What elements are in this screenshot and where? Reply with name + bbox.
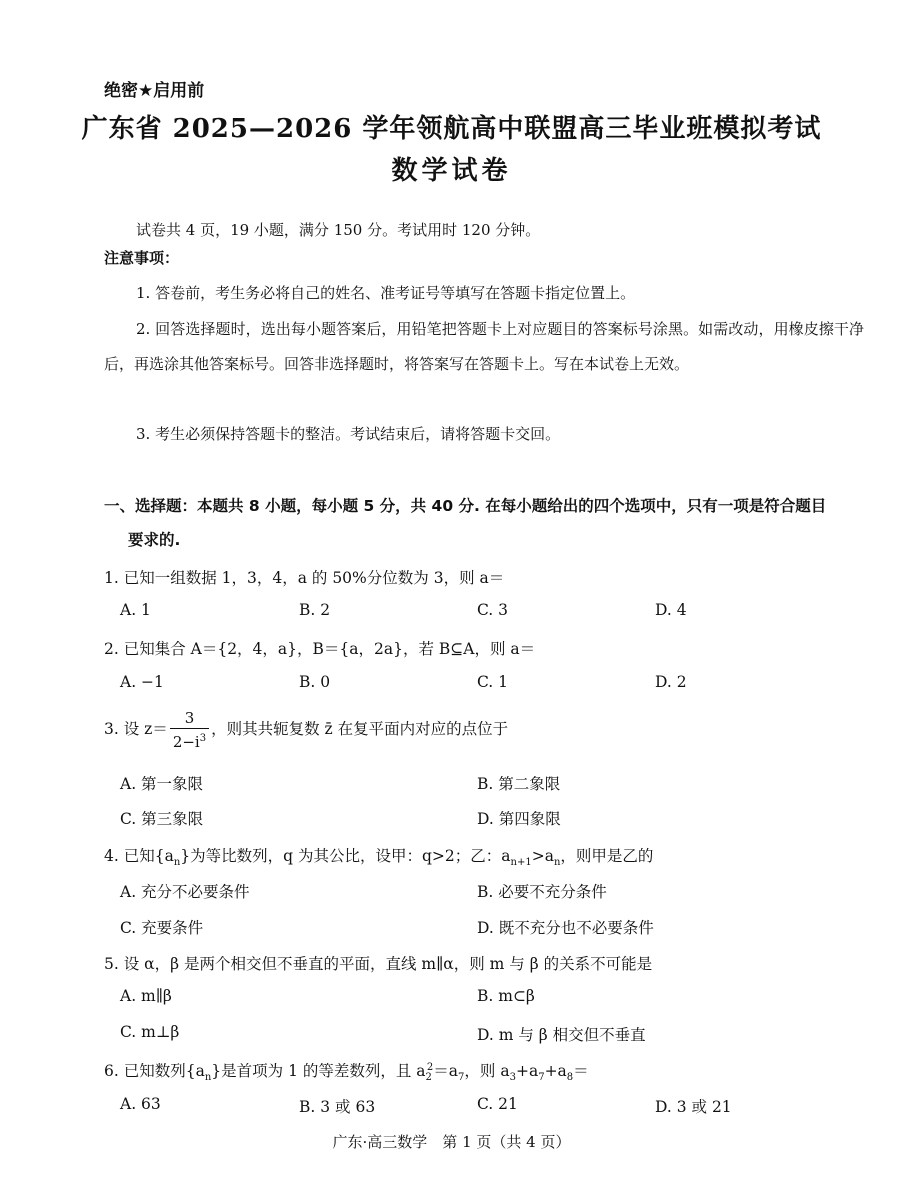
question-2-option-d: D. 2: [655, 673, 687, 691]
note-item-1: 1. 答卷前，考生务必将自己的姓名、准考证号等填写在答题卡指定位置上。: [136, 284, 636, 302]
page-footer: 广东·高三数学 第 1 页（共 4 页）: [332, 1133, 571, 1151]
question-1-option-a: A. 1: [120, 601, 151, 619]
section-heading-line2: 要求的.: [128, 531, 181, 549]
question-3-suffix: ，则其共轭复数 z̄ 在复平面内对应的点位于: [211, 720, 509, 738]
question-5-option-c: C. m⊥β: [120, 1023, 180, 1041]
question-6-sub-1: n: [204, 1072, 212, 1084]
question-6-sub-4: 3: [509, 1072, 516, 1084]
question-6-text-e: +a: [515, 1062, 539, 1080]
question-5-stem: 5. 设 α，β 是两个相交但不垂直的平面，直线 m∥α，则 m 与 β 的关系不可能是: [104, 955, 653, 973]
question-6-option-d: D. 3 或 21: [655, 1098, 732, 1116]
question-5-option-a: A. m∥β: [120, 987, 172, 1005]
question-6-text-f: +a: [544, 1062, 567, 1080]
question-6-text-d: ，则 a: [464, 1062, 510, 1080]
question-3-stem: [104, 708, 508, 752]
question-4-sub-b: n+1: [510, 857, 532, 869]
question-6-sub-5: 7: [538, 1072, 545, 1084]
question-4-text-b: }为等比数列，q 为其公比，设甲：q>2；乙：a: [180, 847, 511, 865]
question-4-text-c: >a: [531, 847, 554, 865]
question-3-option-b: B. 第二象限: [477, 775, 561, 793]
exam-subtitle: 数学试卷: [391, 156, 512, 186]
question-3-numerator: 3: [170, 708, 209, 729]
question-6-stem: [104, 1059, 589, 1083]
question-6-sub-2: 2: [425, 1072, 432, 1084]
section-heading-line1: 一、选择题：本题共 8 小题，每小题 5 分，共 40 分. 在每小题给出的四个选项中，只有一项是符合题目: [104, 497, 827, 515]
question-4-stem: [104, 844, 653, 868]
question-1-option-d: D. 4: [655, 601, 687, 619]
question-2-option-a: A. −1: [120, 673, 164, 691]
question-2-stem: 2. 已知集合 A＝{2，4，a}，B＝{a，2a}，若 B⊆A，则 a＝: [104, 640, 536, 658]
question-5-option-d: D. m 与 β 相交但不垂直: [477, 1026, 646, 1044]
question-6-option-b: B. 3 或 63: [299, 1098, 376, 1116]
question-4-sub-a: n: [173, 857, 181, 869]
question-6-text-c: ＝a: [433, 1062, 459, 1080]
confidential-label: 绝密★启用前: [104, 81, 205, 101]
exam-title: 广东省 2025—2026 学年领航高中联盟高三毕业班模拟考试: [81, 114, 822, 144]
question-1-stem: 1. 已知一组数据 1，3，4，a 的 50%分位数为 3，则 a＝: [104, 569, 505, 587]
question-3-fraction: [170, 708, 209, 752]
section-heading: [104, 489, 864, 557]
note-item-3: 3. 考生必须保持答题卡的整洁。考试结束后，请将答题卡交回。: [136, 425, 561, 443]
question-6-text-a: 6. 已知数列{a: [104, 1062, 205, 1080]
question-4-sub-c: n: [553, 857, 561, 869]
question-3-denominator: [170, 729, 209, 752]
question-4-option-b: B. 必要不充分条件: [477, 883, 607, 901]
question-6-text-g: ＝: [573, 1062, 589, 1080]
question-2-option-b: B. 0: [299, 673, 331, 691]
question-6-sup-2: 2: [426, 1061, 434, 1073]
question-3-option-a: A. 第一象限: [120, 775, 204, 793]
question-4-text-d: ，则甲是乙的: [560, 847, 654, 865]
question-6-option-c: C. 21: [477, 1095, 518, 1113]
question-3-den-exp: 3: [199, 733, 207, 744]
question-4-option-d: D. 既不充分也不必要条件: [477, 919, 654, 937]
notes-heading: 注意事项：: [104, 249, 180, 267]
question-2-option-c: C. 1: [477, 673, 509, 691]
question-1-option-b: B. 2: [299, 601, 331, 619]
question-1-option-c: C. 3: [477, 601, 509, 619]
exam-intro: 试卷共 4 页，19 小题，满分 150 分。考试用时 120 分钟。: [136, 221, 541, 239]
question-4-option-c: C. 充要条件: [120, 919, 204, 937]
question-4-text-a: 4. 已知{a: [104, 847, 174, 865]
question-4-option-a: A. 充分不必要条件: [120, 883, 250, 901]
question-3-den-base: 2−i: [172, 733, 200, 751]
question-6-text-b: }是首项为 1 的等差数列，且 a: [211, 1062, 426, 1080]
question-6-sub-6: 8: [566, 1072, 574, 1084]
question-6-sub-3: 7: [458, 1072, 465, 1084]
question-5-option-b: B. m⊂β: [477, 987, 535, 1005]
question-3-option-d: D. 第四象限: [477, 810, 561, 828]
question-3-prefix: 3. 设 z＝: [104, 720, 168, 738]
question-6-option-a: A. 63: [120, 1095, 161, 1113]
question-3-option-c: C. 第三象限: [120, 810, 204, 828]
note-item-2: 2. 回答选择题时，选出每小题答案后，用铅笔把答题卡上对应题目的答案标号涂黑。如需改动，用橡皮擦干净后，再选涂其他答案标号。回答非选择题时，将答案写在答题卡上。写在本试卷上无效。: [104, 320, 864, 373]
